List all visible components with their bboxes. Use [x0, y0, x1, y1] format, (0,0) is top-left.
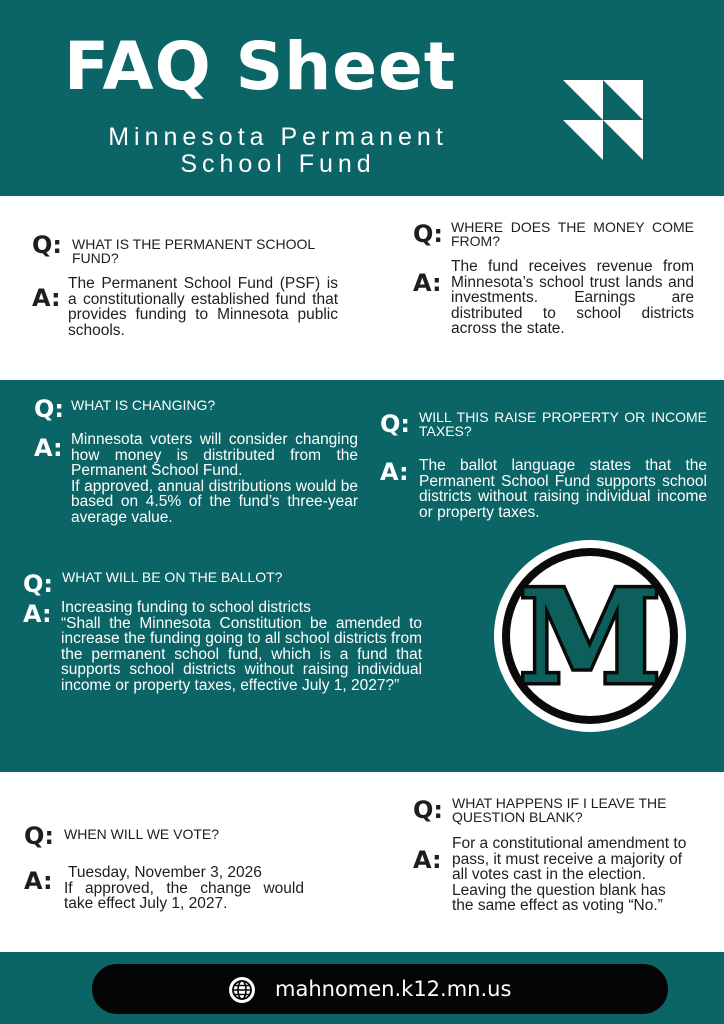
answer-block [24, 865, 304, 912]
website-pill[interactable] [92, 964, 668, 1014]
mahnomen-m-logo [492, 538, 688, 734]
answer-text: The fund receives revenue from Minnesota’s school trust lands and investments. Earnings are distributed to school districts across the state. [451, 258, 694, 337]
question-text: WHEN WILL WE VOTE? [64, 826, 220, 842]
page-subtitle [40, 124, 516, 178]
footer-band [0, 952, 724, 1024]
subtitle-line-1: Minnesota Permanent [108, 123, 448, 151]
question-text: WHAT IS CHANGING? [71, 397, 216, 413]
faq-section-2 [0, 380, 724, 772]
a-mark: A: [413, 846, 442, 874]
answer-block [380, 458, 707, 520]
question-block [413, 796, 693, 824]
answer-line: If approved, the change would take effect July 1, 2027. [64, 879, 304, 912]
answer-text [452, 836, 690, 914]
faq-raise-taxes [380, 410, 707, 520]
header-band [0, 0, 724, 196]
answer-text: The Permanent School Fund (PSF) is a constitutionally established fund that provides funding to Minnesota public schools. [68, 275, 338, 339]
answer-line: If approved, annual distributions would be based on 4.5% of the fund’s three-year average value. [71, 477, 358, 526]
answer-line: Leaving the question blank has the same effect as voting “No.” [452, 881, 666, 914]
answer-text [61, 600, 422, 693]
question-text: WHERE DOES THE MONEY COME FROM? [451, 219, 694, 249]
answer-block [34, 432, 358, 525]
faq-section-3 [0, 772, 724, 952]
a-mark: A: [413, 269, 442, 297]
a-mark: A: [34, 434, 63, 462]
question-block [34, 395, 358, 423]
answer-block [413, 836, 693, 914]
a-mark: A: [380, 458, 409, 486]
question-block [23, 569, 422, 598]
subtitle-line-2: School Fund [180, 150, 376, 178]
globe-icon [228, 976, 256, 1004]
q-mark: Q: [380, 410, 410, 438]
faq-money-source [413, 220, 694, 337]
a-mark: A: [24, 867, 53, 895]
answer-block [413, 259, 694, 337]
question-block [32, 231, 338, 266]
answer-line: For a constitutional amendment to pass, it must receive a majority of all votes cast in the election. [452, 835, 687, 883]
answer-text [64, 865, 304, 912]
answer-block [23, 600, 422, 693]
answer-line: “Shall the Minnesota Constitution be amended to increase the funding going to all school districts from the permanent school fund, which is a fund that supports school districts without raising individual income or property taxes, effective July 1, 2027?” [61, 614, 422, 694]
q-mark: Q: [23, 570, 53, 598]
question-text: WHAT WILL BE ON THE BALLOT? [62, 569, 283, 585]
a-mark: A: [23, 600, 52, 628]
q-mark: Q: [24, 822, 54, 850]
answer-line: Tuesday, November 3, 2026 [68, 864, 262, 881]
question-text: WILL THIS RAISE PROPERTY OR INCOME TAXES? [419, 409, 707, 439]
question-block [24, 822, 304, 850]
a-mark: A: [32, 284, 61, 312]
faq-what-changing [34, 395, 358, 525]
faq-ballot [23, 570, 422, 693]
q-mark: Q: [413, 796, 443, 824]
faq-when-vote [24, 824, 304, 912]
q-mark: Q: [34, 395, 64, 423]
answer-line: Increasing funding to school districts [61, 599, 311, 616]
website-link[interactable]: mahnomen.k12.mn.us [275, 977, 512, 1001]
answer-text: The ballot language states that the Permanent School Fund supports school districts without raising individual income or property taxes. [419, 457, 707, 521]
logo-letter: M [519, 563, 661, 713]
question-block [380, 410, 707, 438]
answer-text [71, 432, 358, 525]
answer-block [32, 276, 338, 338]
faq-section-1 [0, 196, 724, 380]
question-block [413, 220, 694, 248]
page-title: FAQ Sheet [64, 28, 457, 105]
faq-leave-blank [413, 796, 693, 914]
q-mark: Q: [32, 231, 62, 259]
triangles-logo-icon [563, 80, 643, 160]
faq-what-is-psf [32, 231, 338, 339]
question-text: WHAT IS THE PERMANENT SCHOOL FUND? [72, 236, 315, 266]
answer-line: Minnesota voters will consider changing how money is distributed from the Permanent School Fund. [71, 431, 358, 479]
q-mark: Q: [413, 220, 443, 248]
question-text: WHAT HAPPENS IF I LEAVE THE QUESTION BLANK? [452, 795, 667, 825]
